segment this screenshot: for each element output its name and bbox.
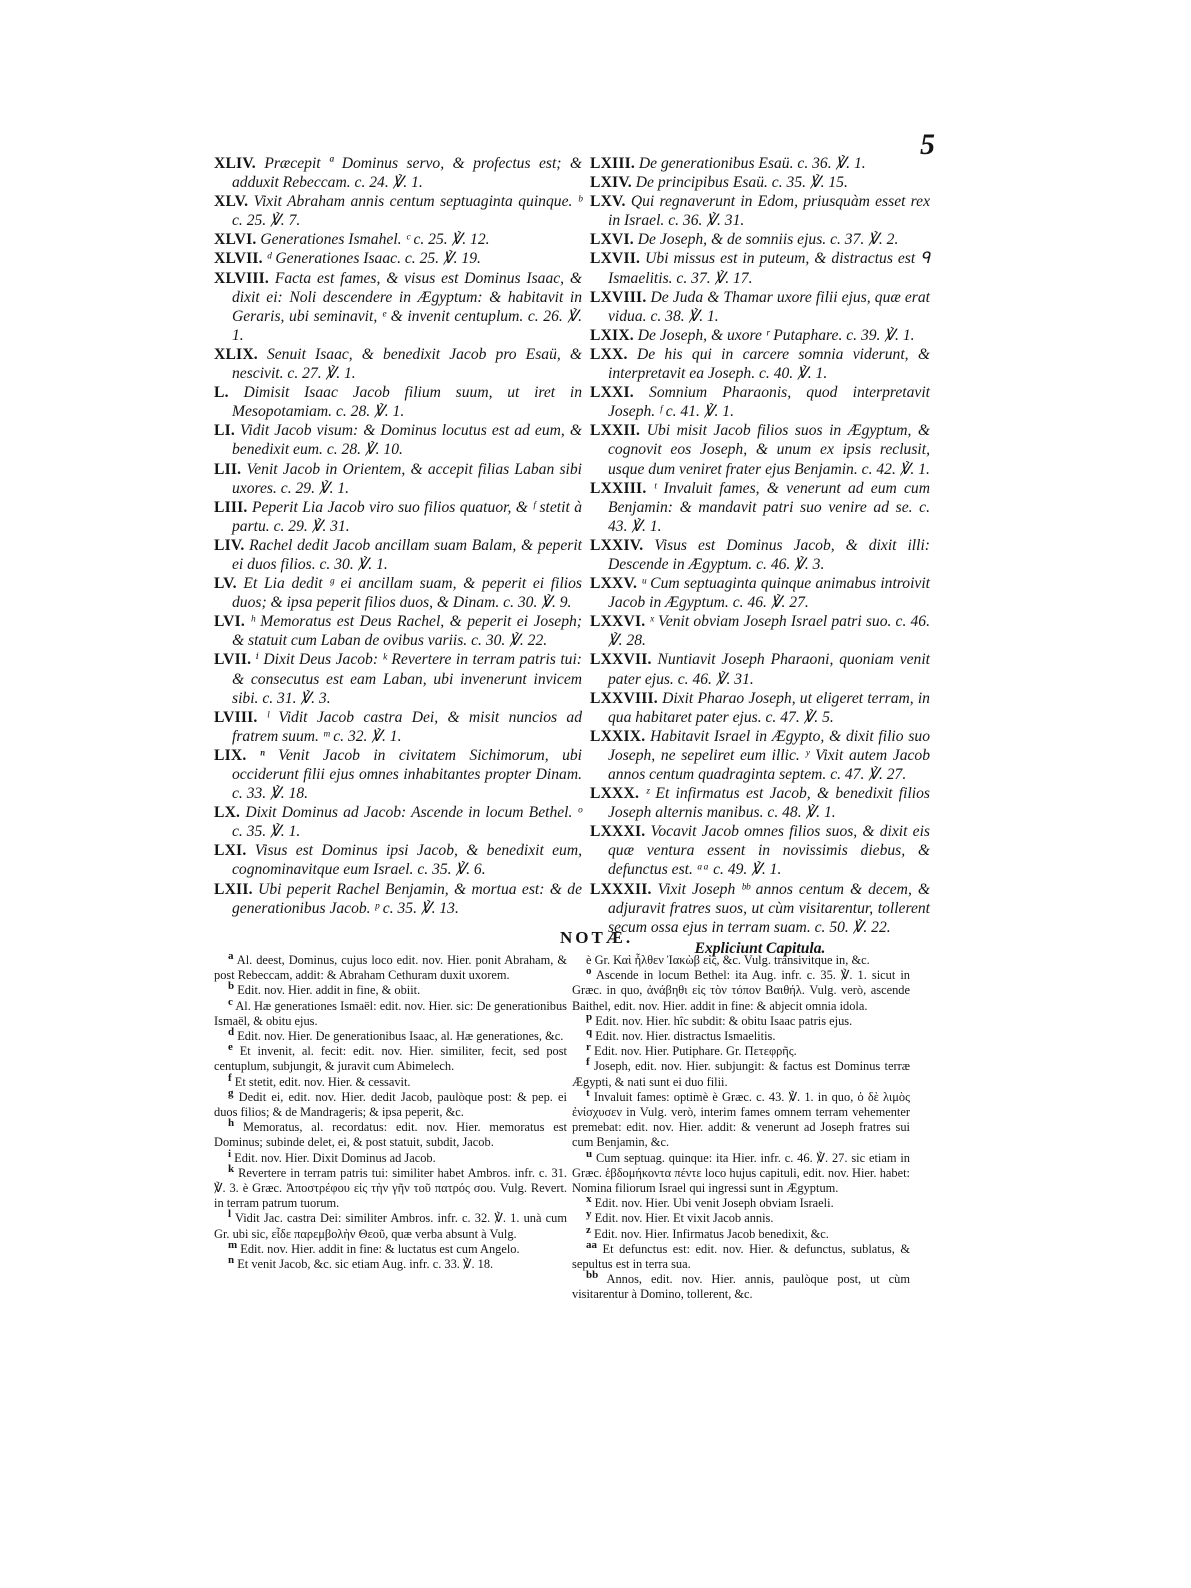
chapter-title: De generationibus Esaü. c. 36. ℣. 1.: [638, 155, 866, 172]
chapter-number: LVI.: [214, 613, 245, 631]
footnote-mark: g: [228, 1086, 234, 1099]
chapter-entry: [214, 345, 582, 383]
chapter-number: LXXXI.: [590, 823, 646, 841]
chapter-entry: [214, 574, 582, 612]
chapter-title: De Juda & Thamar uxore filii ejus, quæ erat vidua. c. 38. ℣. 1.: [608, 288, 930, 325]
chapter-entry: [214, 249, 582, 268]
footnote-text: Edit. nov. Hier. addit in fine: & luctatus est cum Angelo.: [240, 1241, 520, 1256]
footnote: [214, 995, 568, 1029]
footnote: [572, 1238, 910, 1272]
chapter-number: XLIV.: [214, 155, 256, 172]
footnote: [214, 949, 567, 983]
chapter-entry: [590, 612, 930, 650]
footnote-text: Edit. nov. Hier. Ubi venit Joseph obviam Israeli.: [594, 1196, 834, 1211]
footnote-text: Edit. nov. Hier. De generationibus Isaac, al. Hæ generationes, &c.: [237, 1029, 564, 1044]
footnote-mark: m: [228, 1238, 238, 1251]
chapter-number: LII.: [214, 460, 242, 478]
chapter-title: Vocavit Jacob omnes filios suos, & dixit eis quæ ventura essent in novissimis diebus, & defunctus est. ᵃᵃ c. 49. ℣. 1.: [608, 823, 930, 879]
chapter-title: Qui regnaverunt in Edom, priusquàm esset rex in Israel. c. 36. ℣. 31.: [608, 193, 931, 230]
footnote: [572, 953, 910, 968]
chapter-number: LXXI.: [590, 384, 634, 402]
chapter-entry: [590, 288, 930, 326]
footnote-mark: t: [586, 1086, 590, 1099]
chapter-list-left: [214, 154, 582, 918]
footnote-mark: r: [586, 1041, 591, 1054]
chapter-title: Habitavit Israel in Ægypto, & dixit filio suo Joseph, ne sepeliret eum illic. ʸ Vixit autem Jacob annos centum quadraginta septem. c. 47. ℣. 27.: [608, 727, 930, 783]
chapter-entry: [214, 383, 582, 421]
chapter-title: Venit Jacob in Orientem, & accepit filias Laban sibi uxores. c. 29. ℣. 1.: [232, 460, 582, 497]
chapter-entry: [214, 230, 582, 249]
footnote: [214, 1162, 567, 1212]
chapter-entry: [214, 708, 582, 746]
footnote-mark: d: [228, 1025, 235, 1038]
chapter-title: Peperit Lia Jacob viro suo filios quatuor, & ᶠ stetit à partu. c. 29. ℣. 31.: [232, 498, 582, 535]
footnote: [572, 1010, 910, 1029]
footnote-text: Joseph, edit. nov. Hier. subjungit: & factus est Dominus terræ Ægypti, & nati sunt ei duo filii.: [572, 1059, 910, 1089]
chapter-entry: [214, 460, 582, 498]
chapter-entry: [590, 345, 930, 383]
chapter-entry: [214, 803, 582, 841]
footnote-text: Al. Hæ generationes Ismaël: edit. nov. Hier. sic: De generationibus Ismaël, & obitu ejus.: [214, 998, 568, 1028]
chapter-entry: [590, 326, 930, 345]
chapter-entry: [590, 383, 930, 421]
footnote-mark: bb: [586, 1269, 599, 1282]
chapter-title: ˣ Venit obviam Joseph Israel patri suo. c. 46. ℣. 28.: [608, 613, 930, 650]
chapter-number: LXXXII.: [590, 880, 652, 898]
chapter-title: Generationes Ismahel. ᶜ c. 25. ℣. 12.: [260, 231, 490, 249]
chapter-entry: [590, 574, 930, 612]
chapter-entry: [214, 612, 582, 650]
footnote: [214, 1238, 567, 1257]
chapter-title: Ubi missus est in puteum, & distractus est ᑫ Ismaelitis. c. 37. ℣. 17.: [608, 250, 930, 287]
chapter-title: ᵗ Invaluit fames, & venerunt ad eum cum Benjamin: & mandavit patri suo venire ad se. c. 43. ℣. 1.: [608, 479, 930, 535]
footnote-text: Invaluit fames: optimè è Græc. c. 43. ℣. 1. in quo, ὁ δὲ λιμὸς ἐνίσχυσεν in Vulg. verò, interim fames omnem terram vehementer premebat: edit. nov. Hier. addit: & venerunt ad Joseph fratres sui cum Benjamin, &c.: [572, 1089, 910, 1150]
footnote-text: Edit. nov. Hier. hîc subdit: & obitu Isaac patris ejus.: [595, 1013, 853, 1028]
chapter-title: Facta est fames, & visus est Dominus Isaac, & dixit ei: Noli descendere in Ægyptum: & habitavit in Geraris, ubi seminavit, ᵉ & invenit centuplum. c. 26. ℣. 1.: [232, 269, 582, 344]
chapter-title: Dimisit Isaac Jacob filium suum, ut iret in Mesopotamiam. c. 28. ℣. 1.: [232, 384, 582, 421]
chapter-entry: [590, 880, 930, 937]
chapter-entry: [214, 192, 582, 230]
chapter-number: LXXIII.: [590, 479, 647, 497]
chapter-number: LXXVIII.: [590, 689, 658, 707]
chapter-entry: [214, 746, 582, 803]
footnote-mark: aa: [586, 1238, 597, 1251]
chapter-entry: [590, 230, 930, 249]
footnote-mark: z: [586, 1223, 591, 1236]
footnote-mark: f: [586, 1056, 590, 1069]
chapter-entry: [214, 498, 582, 536]
footnote-mark: c: [228, 995, 233, 1008]
chapter-entry: [590, 536, 930, 574]
chapter-entry: [214, 269, 582, 345]
footnote: [214, 1253, 567, 1272]
footnote-mark: e: [228, 1041, 233, 1054]
chapter-title: Vixit Abraham annis centum septuaginta quinque. ᵇ c. 25. ℣. 7.: [232, 193, 582, 230]
footnote-text: Al. deest, Dominus, cujus loco edit. nov. Hier. ponit Abraham, & post Rebeccam, addit: & Abraham Cethuram duxit uxorem.: [214, 953, 567, 983]
chapter-title: Visus est Dominus Jacob, & dixit illi: Descende in Ægyptum. c. 46. ℣. 3.: [608, 536, 930, 573]
chapter-title: ˡ Vidit Jacob castra Dei, & misit nuncios ad fratrem suum. ᵐ c. 32. ℣. 1.: [232, 708, 582, 745]
footnote: [572, 1086, 910, 1151]
chapter-number: LXXIX.: [590, 727, 646, 745]
chapter-number: XLVI.: [214, 231, 257, 249]
chapter-number: LXXII.: [590, 422, 641, 440]
chapter-title: Et Lia dedit ᵍ ei ancillam suam, & peperit ei filios duos; & ipsa peperit filios duos, & Dinam. c. 30. ℣. 9.: [232, 575, 582, 612]
chapter-number: LXV.: [590, 193, 626, 211]
footnote-mark: a: [228, 949, 234, 962]
footnote-text: Edit. nov. Hier. Infirmatus Jacob benedixit, &c.: [594, 1226, 829, 1241]
chapter-entry: [590, 479, 930, 536]
footnote-mark: k: [228, 1162, 235, 1175]
chapter-number: LXXIV.: [590, 536, 644, 554]
chapter-entry: [590, 421, 930, 478]
chapter-title: Nuntiavit Joseph Pharaoni, quoniam venit pater ejus. c. 46. ℣. 31.: [608, 651, 930, 688]
chapter-number: LXIV.: [590, 174, 632, 192]
footnote-text: Edit. nov. Hier. Dixit Dominus ad Jacob.: [234, 1150, 436, 1165]
footnote-mark: h: [228, 1117, 235, 1130]
footnote: [572, 1223, 910, 1242]
footnote-text: Edit. nov. Hier. distractus Ismaelitis.: [595, 1029, 776, 1044]
footnote: [214, 980, 567, 998]
footnote: [572, 1208, 910, 1226]
notes-right-column: [572, 953, 910, 1303]
chapter-number: LXXVI.: [590, 613, 646, 631]
chapter-number: LIV.: [214, 536, 245, 554]
chapter-number: LIII.: [214, 498, 248, 516]
footnote: [214, 1041, 567, 1074]
footnote-text: Memoratus, al. recordatus: edit. nov. Hier. memoratus est Dominus; subinde delet, ei, & post statuit, subdit, Jacob.: [214, 1120, 567, 1150]
chapter-entry: [590, 154, 930, 173]
footnote-text: Revertere in terram patris tui: similiter habet Ambros. infr. c. 31. ℣. 3. è Græc. Ἀποστρέφου εἰς τὴν γῆν τοῦ πατρός σου. Vulg. Revert. in terram patrum tuorum.: [214, 1165, 567, 1211]
footnote-mark: b: [228, 980, 235, 993]
chapter-number: LXXVII.: [590, 651, 652, 669]
chapter-title: Dixit Dominus ad Jacob: Ascende in locum Bethel. ᵒ c. 35. ℣. 1.: [232, 804, 582, 841]
chapter-entry: [590, 727, 930, 784]
footnote-text: è Gr. Καὶ ἦλθεν Ἰακὼβ εἰς, &c. Vulg. transivitque in, &c.: [586, 953, 870, 967]
chapter-title: Visus est Dominus ipsi Jacob, & benedixit eum, cognominavitque eum Israel. c. 35. ℣. 6.: [232, 842, 582, 879]
footnote: [572, 1269, 910, 1302]
chapter-number: LXXX.: [590, 785, 640, 803]
chapter-number: XLV.: [214, 193, 249, 211]
footnote-mark: y: [586, 1208, 592, 1221]
footnote: [214, 1208, 568, 1241]
chapter-title: ʰ Memoratus est Deus Rachel, & peperit ei Joseph; & statuit cum Laban de ovibus variis. c. 30. ℣. 22.: [232, 613, 582, 650]
chapter-number: LI.: [214, 422, 235, 440]
chapter-number: LXI.: [214, 842, 247, 860]
notes-left-column: [214, 949, 568, 1272]
chapter-title: De principibus Esaü. c. 35. ℣. 15.: [635, 174, 848, 192]
chapter-entry: [590, 822, 930, 879]
chapter-list-right: [590, 154, 930, 958]
page-number: 5: [920, 128, 935, 161]
footnote-text: Edit. nov. Hier. Putiphare. Gr. Πετεφρῆς.: [594, 1044, 797, 1059]
footnote-text: Et invenit, al. fecit: edit. nov. Hier. similiter, fecit, sed post centuplum, subjungit, & juravit cum Abimelech.: [214, 1044, 567, 1074]
chapter-entry: [590, 650, 930, 688]
chapter-entry: [214, 650, 582, 707]
footnote-text: Annos, edit. nov. Hier. annis, paulòque post, ut cùm visitarentur à Domino, tollerent, &c.: [572, 1272, 910, 1302]
footnote: [572, 1193, 910, 1211]
chapter-number: LXVI.: [590, 231, 634, 249]
chapter-title: De his qui in carcere somnia viderunt, & interpretavit ea Joseph. c. 40. ℣. 1.: [608, 345, 931, 383]
footnote: [214, 1086, 567, 1120]
chapter-number: XLIX.: [214, 345, 258, 363]
footnote: [214, 1025, 567, 1044]
notes-heading: NOTÆ.: [560, 928, 634, 947]
footnote: [572, 1147, 910, 1197]
footnote: [572, 1025, 910, 1044]
chapter-title: Senuit Isaac, & benedixit Jacob pro Esaü, & nescivit. c. 27. ℣. 1.: [232, 345, 582, 383]
chapter-number: LIX.: [214, 746, 247, 764]
chapter-number: LXX.: [590, 345, 628, 363]
chapter-title: De Joseph, & uxore ʳ Putaphare. c. 39. ℣. 1.: [637, 326, 915, 344]
explicit-line: Expliciunt Capitula.: [694, 939, 826, 957]
footnote-mark: f: [228, 1071, 232, 1084]
chapter-title: Rachel dedit Jacob ancillam suam Balam, & peperit ei duos filios. c. 30. ℣. 1.: [232, 536, 582, 573]
chapter-title: Præcepit ª Dominus servo, & profectus est; & adduxit Rebeccam. c. 24. ℣. 1.: [232, 155, 583, 192]
chapter-number: LX.: [214, 804, 241, 822]
footnote-mark: x: [586, 1193, 592, 1206]
chapter-title: Somnium Pharaonis, quod interpretavit Joseph. ᶠ c. 41. ℣. 1.: [608, 384, 930, 421]
footnote-text: Et venit Jacob, &c. sic etiam Aug. infr. c. 33. ℣. 18.: [237, 1257, 494, 1272]
chapter-entry: [214, 880, 582, 918]
footnote: [572, 1056, 910, 1089]
chapter-title: ᵘ Cum septuaginta quinque animabus introivit Jacob in Ægyptum. c. 46. ℣. 27.: [608, 575, 930, 612]
chapter-number: XLVII.: [214, 250, 263, 268]
chapter-entry: [590, 784, 930, 822]
chapter-title: Ubi misit Jacob filios suos in Ægyptum, & cognovit eos Joseph, & unum ex ipsis reclusit, usque dum veniret frater ejus Benjamin. c. 42. ℣. 1.: [608, 422, 931, 478]
footnote-text: Dedit ei, edit. nov. Hier. dedit Jacob, paulòque post: & pep. ei duos filios; & de Mandrageris; & ipsa peperit, &c.: [214, 1089, 567, 1120]
chapter-number: LXIX.: [590, 326, 634, 344]
chapter-entry: [590, 173, 930, 192]
footnote-mark: l: [228, 1208, 232, 1221]
footnote: [214, 1147, 567, 1166]
chapter-entry: [590, 689, 930, 727]
footnote-text: Et stetit, edit. nov. Hier. & cessavit.: [234, 1074, 411, 1089]
chapter-number: LXII.: [214, 880, 253, 898]
chapter-number: LVIII.: [214, 708, 258, 726]
footnote-text: Edit. nov. Hier. Et vixit Jacob annis.: [594, 1211, 774, 1226]
footnote: [572, 1041, 910, 1059]
footnote-mark: p: [586, 1010, 593, 1023]
chapter-entry: [214, 841, 582, 879]
chapter-number: LV.: [214, 575, 237, 593]
chapter-entry: [214, 154, 582, 192]
footnote: [214, 1071, 567, 1090]
chapter-title: Vidit Jacob visum: & Dominus locutus est ad eum, & benedixit eum. c. 28. ℣. 10.: [232, 422, 583, 459]
chapter-number: LXVIII.: [590, 288, 647, 306]
footnote-mark: n: [228, 1253, 235, 1266]
chapter-number: LXXV.: [590, 575, 638, 593]
chapter-title: ᵈ Generationes Isaac. c. 25. ℣. 19.: [266, 250, 481, 268]
chapter-entry: [214, 421, 582, 459]
footnote-text: Vidit Jac. castra Dei: similiter Ambros. infr. c. 32. ℣. 1. unà cum Gr. ubi sic, εἶδε παρεμβολὴν Θεοῦ, quæ verba absunt à Vulg.: [214, 1211, 568, 1241]
chapter-number: XLVIII.: [214, 269, 269, 287]
chapter-title: ᶻ Et infirmatus est Jacob, & benedixit filios Joseph alternis manibus. c. 48. ℣. 1.: [608, 785, 930, 822]
chapter-title: Ubi peperit Rachel Benjamin, & mortua est: & de generationibus Jacob. ᵖ c. 35. ℣. 13.: [232, 880, 582, 917]
chapter-title: Dixit Pharao Joseph, ut eligeret terram, in qua habitaret pater ejus. c. 47. ℣. 5.: [608, 689, 930, 726]
footnote-mark: o: [586, 965, 592, 978]
footnote: [214, 1117, 567, 1150]
chapter-title: De Joseph, & de somniis ejus. c. 37. ℣. 2.: [637, 231, 899, 249]
chapter-entry: [590, 192, 930, 230]
chapter-title: ⁿ Venit Jacob in civitatem Sichimorum, ubi occiderunt filii ejus omnes inhabitantes propter Dinam. c. 33. ℣. 18.: [232, 746, 583, 803]
footnote-text: Ascende in locum Bethel: ita Aug. infr. c. 35. ℣. 1. sicut in Græc. in quo, ἀνάβηθι εἰς τὸν τόπον Βαιθήλ. Vulg. verò, ascende Baithel, edit. nov. Hier. addit in fine: & abjecit omnia idola.: [572, 968, 910, 1013]
footnote-text: Edit. nov. Hier. addit in fine, & obiit.: [237, 983, 421, 998]
footnote-mark: u: [586, 1147, 593, 1160]
footnote-text: Cum septuag. quinque: ita Hier. infr. c. 46. ℣. 27. sic etiam in Græc. ἑβδομήκοντα πέντε loco hujus capituli, edit. nov. Hier. habet: Nomina filiorum Israel qui ingressi sunt in Ægyptum.: [572, 1150, 910, 1196]
footnote: [572, 965, 910, 1014]
chapter-title: ⁱ Dixit Deus Jacob: ᵏ Revertere in terram patris tui: & consecutus est eam Laban, ubi invenerunt invicem sibi. c. 31. ℣. 3.: [232, 651, 582, 707]
chapter-number: LXIII.: [590, 155, 635, 172]
chapter-number: LXVII.: [590, 250, 641, 268]
chapter-entry: [214, 536, 582, 574]
chapter-number: L.: [214, 384, 229, 402]
chapter-title: Vixit Joseph ᵇᵇ annos centum & decem, & adjuravit fratres suos, ut cùm visitarentur, tollerent secum ossa ejus in terram suam. c. 50. ℣. 22.: [608, 880, 930, 936]
chapter-number: LVII.: [214, 651, 252, 669]
chapter-entry: [590, 249, 930, 287]
footnote-mark: i: [228, 1147, 232, 1160]
footnote-mark: q: [586, 1025, 593, 1038]
footnote-text: Et defunctus est: edit. nov. Hier. & defunctus, sublatus, & sepultus est in terra sua.: [572, 1241, 910, 1272]
